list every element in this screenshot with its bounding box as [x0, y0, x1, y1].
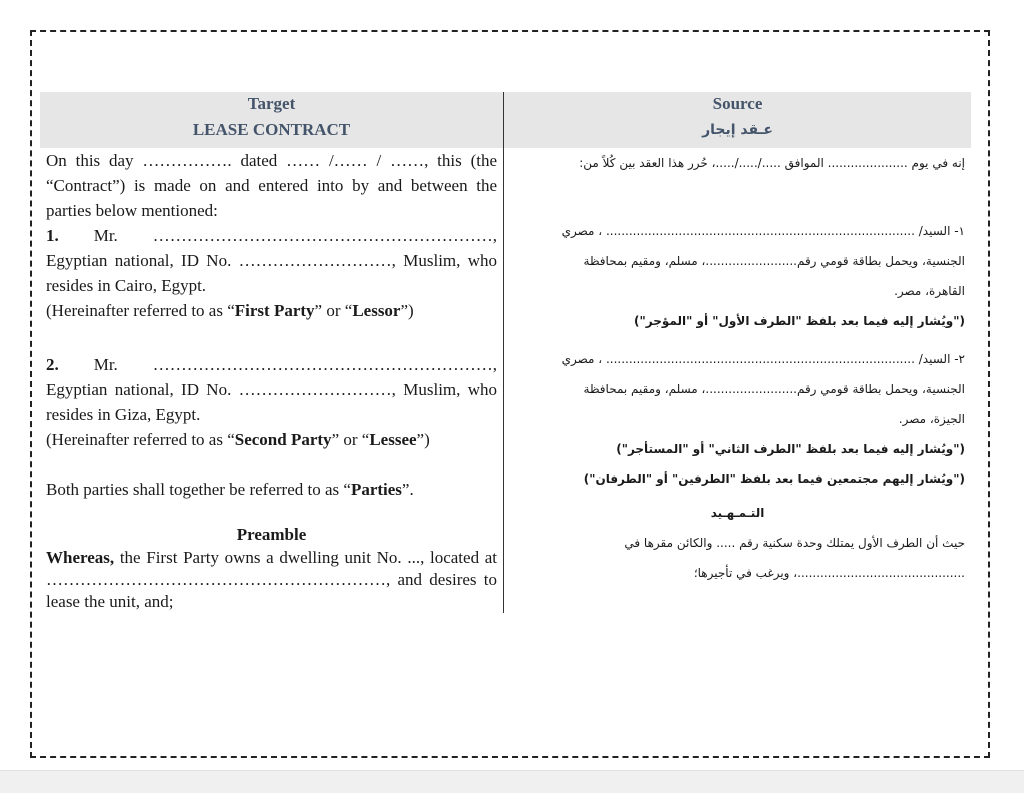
- party1-number: 1.: [46, 226, 59, 245]
- ar-party2-line1: ٢- السيد/ ................................................................................. ، مصري: [561, 352, 965, 366]
- whereas-term: Whereas,: [46, 548, 115, 567]
- ar-whereas-line1: حيث أن الطرف الأول يمتلك وحدة سكنية رقم ..... والكائن مقرها في: [624, 536, 965, 550]
- ar-whereas-line2: ............................................، ويرغب في تأجيرها؛: [693, 566, 965, 580]
- party2-number: 2.: [46, 355, 59, 374]
- whereas-text: the First Party owns a dwelling unit No. ..., located at ……………………………………………………, and desires to lease the unit, and;: [46, 548, 497, 611]
- source-column: [504, 92, 971, 613]
- party1-ref-term2: Lessor: [352, 301, 401, 320]
- party2-ref-term2: Lessee: [369, 430, 417, 449]
- target-title: LEASE CONTRACT: [192, 120, 351, 139]
- source-label: Source: [712, 94, 763, 113]
- both-term: Parties: [350, 480, 402, 499]
- ar-intro: إنه في يوم ..................... الموافق ...../...../.....، حُرر هذا العقد بين كُلاً من:: [579, 156, 965, 170]
- whereas-paragraph: [46, 547, 497, 613]
- party1-text: Mr. ……………………………………………………, Egyptian national, ID No. ………………………, Muslim, who resides in Cairo, Egypt.: [46, 226, 497, 295]
- ar-party1-line2: الجنسية، ويحمل بطاقة قومي رقم........................، مسلم، ومقيم بمحافظة: [583, 254, 965, 268]
- ar-party2-line3: الجيزة، مصر.: [898, 412, 965, 426]
- intro-paragraph: On this day ……………. dated …… /…… / ……, this (the “Contract”) is made on and entered into by and between the parties below mentioned:: [46, 151, 497, 220]
- english-body: [46, 148, 497, 613]
- party2-paragraph: [46, 352, 497, 427]
- both-parties-paragraph: [46, 477, 497, 502]
- party1-reference: [46, 298, 497, 323]
- ar-both-ref: ("ويُشار إليهم مجتمعين فيما بعد بلفظ "الطرفين" أو "الطرفان"): [583, 472, 965, 486]
- preamble-heading: Preamble: [236, 525, 307, 544]
- bottom-gutter: [0, 770, 1024, 793]
- arabic-body: [510, 148, 965, 588]
- party1-paragraph: [46, 223, 497, 298]
- source-header: [504, 92, 971, 148]
- both-post: ”.: [401, 480, 414, 499]
- party1-ref-mid: ” or “: [314, 301, 353, 320]
- both-pre: Both parties shall together be referred to as “: [46, 480, 351, 499]
- party2-text: Mr. ……………………………………………………, Egyptian national, ID No. ………………………, Muslim, who resides in Giza, Egypt.: [46, 355, 497, 424]
- party1-ref-term1: First Party: [234, 301, 315, 320]
- party2-ref-term1: Second Party: [234, 430, 332, 449]
- party2-reference: [46, 427, 497, 452]
- party2-ref-post: ”): [416, 430, 430, 449]
- ar-party2-ref: ("ويُشار إليه فيما بعد بلفظ "الطرف الثاني" أو "المستأجر"): [616, 442, 965, 456]
- translation-table: [40, 92, 971, 613]
- party1-ref-post: ”): [400, 301, 414, 320]
- target-column: [40, 92, 504, 613]
- ar-party1-ref: ("ويُشار إليه فيما بعد بلفظ "الطرف الأول" أو "المؤجر"): [634, 314, 965, 328]
- party1-ref-pre: (Hereinafter referred to as “: [46, 301, 235, 320]
- party2-ref-pre: (Hereinafter referred to as “: [46, 430, 235, 449]
- ar-party2-line2: الجنسية، ويحمل بطاقة قومي رقم........................، مسلم، ومقيم بمحافظة: [583, 382, 965, 396]
- source-title: عـقد إيجار: [702, 122, 773, 138]
- ar-preamble-heading: التـمـهـيد: [710, 506, 765, 520]
- party2-ref-mid: ” or “: [331, 430, 370, 449]
- target-header: [40, 92, 503, 148]
- ar-party1-line1: ١- السيد/ ................................................................................. ، مصري: [561, 224, 965, 238]
- target-label: Target: [247, 94, 296, 113]
- ar-party1-line3: القاهرة، مصر.: [894, 284, 965, 298]
